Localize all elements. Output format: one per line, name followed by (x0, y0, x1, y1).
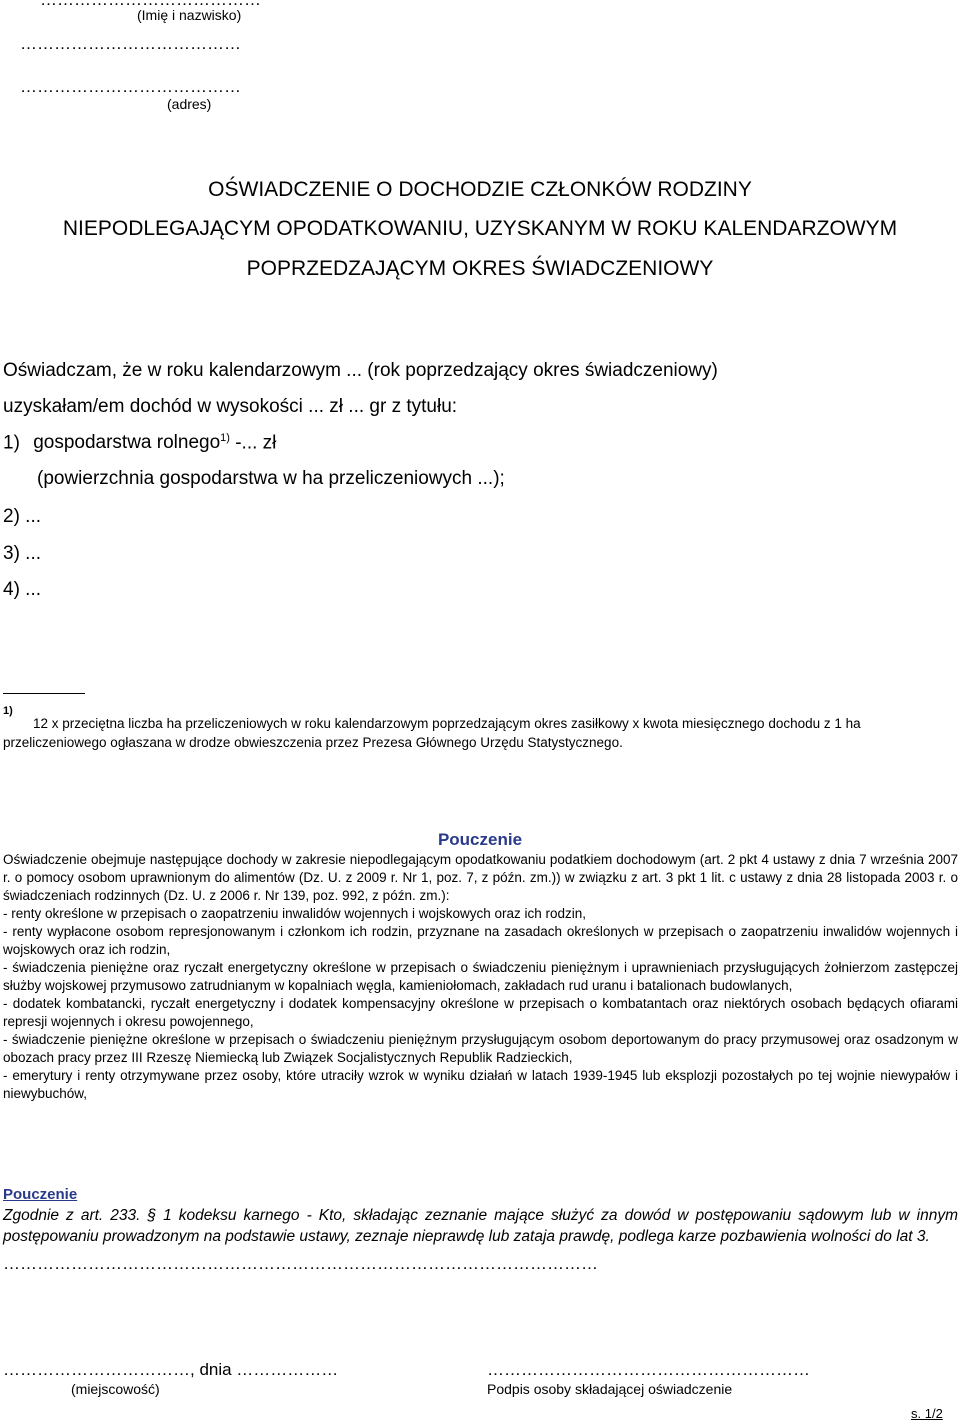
instructions-item: - renty wypłacone osobom represjonowanym i członkom ich rodzin, przyznane na zasadach określonych w przepisach o zaopatrzeniu inwalidów wojennych i wojskowych oraz ich rodzin, (3, 924, 958, 957)
page-number: s. 1/2 (911, 1406, 943, 1421)
footnote-body: 12 x przeciętna liczba ha przeliczeniowych w roku kalendarzowym poprzedzającym okres zasiłkowy x kwota miesięcznego dochodu z 1 ha przeliczeniowego ogłaszana w drodze obwieszczenia przez Prezesa Głównego Urzędu Statystycznego. (3, 716, 861, 750)
warning-title: Pouczenie (3, 1186, 78, 1203)
declaration-item-2: 2) ... (3, 506, 42, 527)
signature-caption: Podpis osoby składającej oświadczenie (487, 1381, 733, 1397)
item-1-number: 1) (3, 432, 20, 454)
address-dotted-line-2: ………………………………… (20, 77, 241, 96)
declaration-item-4: 4) ... (3, 579, 42, 600)
instructions-item: - renty określone w przepisach o zaopatrzeniu inwalidów wojennych i wojskowych oraz ich rodzin, (3, 906, 587, 921)
instructions-item: - świadczenie pieniężne określone w przepisach o świadczeniu pieniężnym przysługującym osobom deportowanym do pracy przymusowej oraz osadzonym w obozach pracy przez III Rzeszę Niemiecką lub Związek Socjalistycznych Republik Radzieckich, (3, 1032, 958, 1065)
place-date-dotted-line: ……………………………, dnia ……………… (3, 1360, 339, 1379)
instructions-intro: Oświadczenie obejmuje następujące dochody w zakresie niepodlegającym opodatkowaniu podatkiem dochodowym (art. 2 pkt 4 ustawy z dnia 7 września 2007 r. o pomocy osobom uprawnionym do alimentów (Dz. U. z 2009 r. Nr 1, poz. 7, z późn. zm.)) w związku z art. 3 pkt 1 lit. c ustawy z dnia 28 listopada 2003 r. o świadczeniach rodzinnych (Dz. U. z 2006 r. Nr 139, poz. 992, z późn. zm.): (3, 852, 958, 903)
footnote-separator (3, 693, 85, 694)
warning-text: Zgodnie z art. 233. § 1 kodeksu karnego - Kto, składając zeznanie mające służyć za dowód w postępowaniu sądowym lub w innym postępowaniu prowadzonym na podstawie ustawy, zeznaje nieprawdę lub zataja prawdę, podlega karze pozbawienia wolności do lat 3. (3, 1207, 958, 1245)
signature-dotted-line: ………………………………………………… (487, 1360, 810, 1379)
document-title-line-3: POPRZEDZAJĄCYM OKRES ŚWIADCZENIOWY (246, 257, 714, 280)
address-caption: (adres) (167, 96, 212, 112)
document-title-line-2: NIEPODLEGAJĄCYM OPODATKOWANIU, UZYSKANYM W ROKU KALENDARZOWYM (62, 217, 898, 240)
declaration-item-1-area: (powierzchnia gospodarstwa w ha przeliczeniowych ...); (37, 468, 505, 489)
instructions-item: - świadczenia pieniężne oraz ryczałt energetyczny określone w przepisach o świadczeniu pieniężnym i uprawnieniach przysługujących żołnierzom zastępczej służby wojskowej przymusowo zatrudnianym w kopalniach węgla, kamieniołomach, zakładach rud uranu i batalionach budowlanych, (3, 960, 958, 993)
address-dotted-line-1: ………………………………… (20, 34, 241, 53)
footnote-mark: 1) (3, 705, 13, 717)
item-1-amount: -... zł (229, 432, 277, 454)
instructions-title: Pouczenie (437, 830, 523, 849)
declaration-line-1: Oświadczam, że w roku kalendarzowym ... (rok poprzedzający okres świadczeniowy) (3, 360, 718, 381)
declaration-line-2: uzyskałam/em dochód w wysokości ... zł ... gr z tytułu: (3, 396, 458, 417)
name-caption: (Imię i nazwisko) (137, 7, 242, 23)
instructions-body (3, 851, 958, 1103)
item-1-footnote-ref: 1) (220, 432, 230, 444)
declaration-item-3: 3) ... (3, 543, 42, 564)
document-title-line-1: OŚWIADCZENIE O DOCHODZIE CZŁONKÓW RODZINY (208, 178, 752, 201)
item-1-label: gospodarstwa rolnego (33, 432, 221, 454)
instructions-item: - emerytury i renty otrzymywane przez osoby, które utraciły wzrok w wyniku działań w latach 1939-1945 lub eksplozji pozostałych po tej wojnie niewypałów i niewybuchów, (3, 1068, 958, 1101)
extra-dotted-line: …………………………………………………………………………………………… (3, 1254, 598, 1273)
footnote-text (3, 714, 958, 752)
place-caption: (miejscowość) (71, 1381, 160, 1397)
declaration-item-1 (3, 432, 276, 454)
instructions-item: - dodatek kombatancki, ryczałt energetyczny i dodatek kompensacyjny określone w przepisach o kombatantach oraz niektórych osobach będących ofiarami represji wojennych i okresu powojennego, (3, 996, 958, 1029)
